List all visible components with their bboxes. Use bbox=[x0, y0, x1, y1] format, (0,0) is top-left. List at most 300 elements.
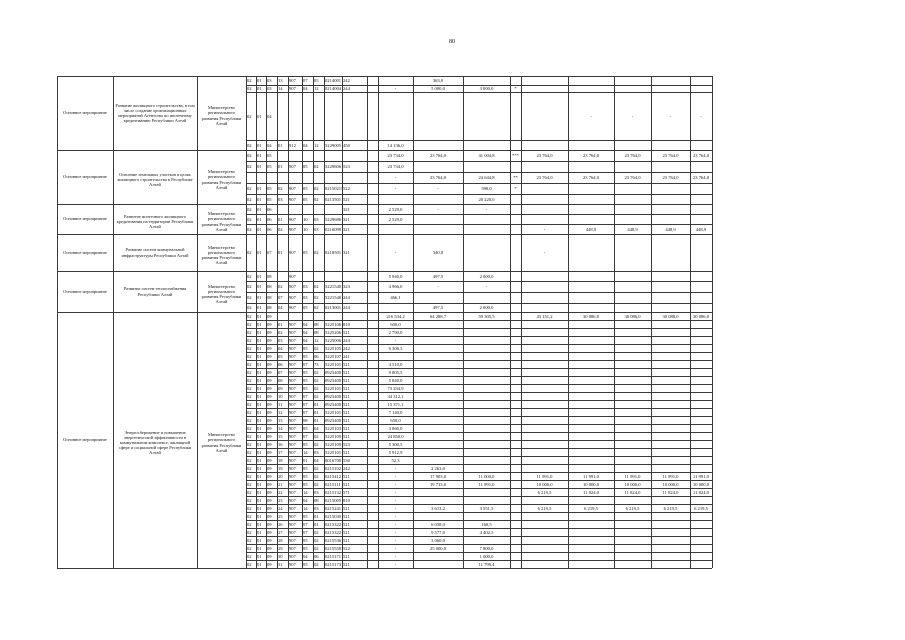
table-cell: 1 000,0 bbox=[479, 553, 494, 559]
table-cell: 23 764,0 bbox=[429, 175, 447, 180]
activity-name: Развитие жилищного строительства, в том числе создание организационных мероприятий Агентства по ипотечному кредитованию Республики Алтай bbox=[115, 102, 195, 124]
table-cell: 0215322 bbox=[325, 521, 342, 527]
grid-line bbox=[246, 560, 712, 561]
table-cell: 22 bbox=[278, 489, 283, 495]
table-cell: 09 bbox=[267, 529, 272, 535]
table-cell: 11 799,4 bbox=[478, 561, 495, 567]
table-cell: 08 bbox=[267, 284, 272, 289]
table-cell: 02 bbox=[247, 313, 252, 319]
table-cell: 02 bbox=[247, 206, 252, 212]
table-cell: 04 bbox=[303, 329, 308, 335]
table-cell: 01 bbox=[278, 142, 283, 148]
table-cell: 0213501 bbox=[325, 196, 342, 202]
table-cell: 01 bbox=[257, 164, 262, 169]
table-cell: 05 bbox=[267, 196, 272, 202]
table-cell: 01 bbox=[257, 489, 262, 495]
table-cell: 02 bbox=[314, 305, 319, 310]
table-cell: 907 bbox=[289, 305, 296, 310]
table-cell: 01 bbox=[257, 369, 262, 375]
grid-line bbox=[246, 271, 712, 272]
table-cell: 6 219,5 bbox=[537, 489, 552, 495]
table-cell: 810 bbox=[343, 321, 350, 327]
activity-type: Основное мероприятие bbox=[63, 110, 107, 116]
table-cell: 01 bbox=[257, 465, 262, 471]
table-cell: 30 086,0 bbox=[692, 313, 710, 319]
grid-line bbox=[651, 76, 652, 568]
table-cell: 03 bbox=[267, 78, 272, 83]
table-cell: ** bbox=[513, 175, 518, 180]
table-cell: 4 510,0 bbox=[388, 361, 403, 367]
table-cell: 23 764,0 bbox=[624, 153, 641, 158]
table-cell: - bbox=[485, 284, 488, 289]
table-cell: 521 bbox=[343, 393, 350, 399]
table-cell: 09 bbox=[267, 497, 272, 503]
table-cell: 04 bbox=[278, 345, 283, 351]
grid-line bbox=[246, 172, 712, 173]
table-cell: 05 bbox=[303, 345, 308, 351]
table-cell: 02 bbox=[314, 545, 319, 551]
table-cell: 0215322 bbox=[325, 529, 342, 535]
table-cell: 521 bbox=[343, 196, 350, 202]
table-cell: 7 140,0 bbox=[388, 409, 403, 415]
table-cell: 03 bbox=[314, 449, 319, 455]
table-cell: 01 bbox=[257, 377, 262, 383]
table-cell: 2 000,0 bbox=[479, 273, 494, 279]
table-cell: 05 bbox=[303, 305, 308, 310]
table-cell: 01 bbox=[257, 142, 262, 148]
executor: Министерство регионального развития Республики Алтай bbox=[201, 432, 242, 453]
table-cell: 04 bbox=[303, 497, 308, 503]
table-cell: 0923400 bbox=[325, 377, 342, 383]
table-cell: 02 bbox=[247, 329, 252, 335]
table-cell: 448,9 bbox=[585, 226, 597, 232]
table-cell: 10 000,0 bbox=[582, 481, 600, 487]
table-cell: - bbox=[394, 505, 397, 511]
table-cell: 907 bbox=[289, 345, 296, 351]
table-cell: 07 bbox=[278, 295, 283, 300]
table-cell: 907 bbox=[289, 489, 296, 495]
table-cell: 07 bbox=[303, 409, 308, 415]
grid-line bbox=[246, 194, 712, 195]
table-cell: - bbox=[394, 537, 397, 543]
table-cell: 01 bbox=[314, 409, 319, 415]
table-cell: 12 bbox=[314, 142, 319, 148]
table-cell: 10 bbox=[278, 393, 283, 399]
table-cell: 23 764,0 bbox=[692, 153, 710, 158]
table-cell: 05 bbox=[267, 153, 272, 158]
table-cell: 01 bbox=[257, 537, 262, 543]
table-cell: 6 219,5 bbox=[663, 505, 678, 511]
table-cell: 907 bbox=[289, 196, 296, 202]
grid-line bbox=[256, 76, 257, 568]
table-cell: 907 bbox=[289, 369, 296, 375]
table-cell: 09 bbox=[278, 385, 283, 391]
grid-line bbox=[246, 161, 712, 162]
table-cell: 05 bbox=[267, 186, 272, 191]
table-cell: 11 824,0 bbox=[693, 489, 709, 495]
table-cell: 3 860,0 bbox=[388, 425, 403, 431]
table-cell: - bbox=[590, 113, 592, 119]
table-cell: - bbox=[394, 497, 397, 503]
table-cell: 02 bbox=[247, 337, 252, 343]
table-cell: 02 bbox=[247, 142, 252, 148]
table-cell: 23 764,0 bbox=[662, 153, 679, 158]
table-cell: 02 bbox=[247, 521, 252, 527]
table-cell: 14 bbox=[278, 425, 283, 431]
grid-line bbox=[246, 384, 712, 385]
table-cell: 03 bbox=[267, 86, 272, 91]
table-cell: 521 bbox=[343, 369, 350, 375]
table-cell: 01 bbox=[257, 409, 262, 415]
activity-type: Основное мероприятие bbox=[63, 288, 107, 294]
table-cell: 01 bbox=[257, 284, 262, 289]
grid-line bbox=[246, 400, 712, 401]
table-cell: 9 805,5 bbox=[388, 369, 403, 375]
table-cell: 907 bbox=[289, 481, 296, 487]
table-cell: 03 bbox=[314, 489, 319, 495]
table-cell: 6 306,3 bbox=[388, 345, 403, 351]
table-cell: - bbox=[394, 337, 397, 343]
table-cell: 23 764,0 bbox=[536, 153, 553, 158]
table-cell: 10 bbox=[303, 216, 308, 222]
table-cell: 09 bbox=[267, 401, 272, 407]
table-cell: 323 bbox=[343, 284, 350, 289]
table-cell: 04 bbox=[303, 142, 308, 148]
table-cell: 466,1 bbox=[390, 295, 401, 300]
table-cell: 02 bbox=[314, 473, 319, 479]
activity-name: Развитие ипотечного жилищного кредитования на территории Республики Алтай bbox=[116, 213, 194, 230]
table-cell: 2 529,0 bbox=[388, 206, 403, 212]
table-cell: 09 bbox=[267, 457, 272, 463]
table-cell: 907 bbox=[289, 425, 296, 431]
table-cell: 0215030 bbox=[325, 513, 342, 519]
executor: Министерство регионального развития Республики Алтай bbox=[201, 105, 242, 126]
table-cell: 02 bbox=[247, 553, 252, 559]
table-cell: 0016700 bbox=[325, 457, 342, 463]
table-cell: 01 bbox=[257, 313, 262, 319]
table-cell: 06 bbox=[278, 361, 283, 367]
table-cell: 07 bbox=[303, 401, 308, 407]
table-cell: 02 bbox=[247, 545, 252, 551]
table-cell: 11 824,0 bbox=[583, 489, 599, 495]
table-cell: 07 bbox=[303, 521, 308, 527]
table-cell: 03 bbox=[314, 226, 319, 232]
table-cell: 02 bbox=[278, 226, 283, 232]
table-cell: 02 bbox=[278, 186, 283, 191]
table-cell: - bbox=[700, 113, 702, 119]
table-cell: 20 bbox=[278, 473, 283, 479]
grid-line bbox=[246, 92, 712, 93]
table-cell: 09 bbox=[267, 561, 272, 567]
table-cell: 08 bbox=[267, 295, 272, 300]
table-cell: 01 bbox=[257, 186, 262, 191]
table-cell: - bbox=[437, 206, 439, 212]
table-cell: 02 bbox=[247, 250, 252, 255]
table-cell: 01 bbox=[257, 250, 262, 255]
grid-line bbox=[614, 76, 615, 568]
table-cell: 523 bbox=[343, 441, 350, 447]
table-cell: 907 bbox=[289, 377, 296, 383]
table-cell: 521 bbox=[343, 361, 350, 367]
table-cell: 04 bbox=[314, 425, 319, 431]
table-cell: 08 bbox=[314, 329, 319, 335]
table-cell: 06 bbox=[267, 216, 272, 222]
table-cell: 01 bbox=[278, 250, 283, 255]
table-cell: 9 577,0 bbox=[431, 529, 445, 535]
table-cell: 5225101 bbox=[325, 449, 342, 455]
grid-line bbox=[712, 76, 713, 568]
table-cell: 907 bbox=[289, 473, 296, 479]
table-cell: - bbox=[394, 481, 397, 487]
table-cell: 08 bbox=[267, 273, 272, 279]
table-cell: 07 bbox=[278, 369, 283, 375]
table-cell: 09 bbox=[267, 505, 272, 511]
table-cell: 0216099 bbox=[325, 226, 342, 232]
table-cell: 907 bbox=[289, 561, 296, 567]
table-cell: 907 bbox=[289, 321, 296, 327]
table-cell: 02 bbox=[247, 196, 252, 202]
table-cell: 12 bbox=[278, 409, 283, 415]
table-cell: 05 bbox=[303, 369, 308, 375]
table-cell: 01 bbox=[257, 361, 262, 367]
table-cell: 02 bbox=[247, 186, 252, 191]
table-cell: 01 bbox=[257, 385, 262, 391]
table-cell: 02 bbox=[314, 196, 319, 202]
table-cell: 64 288,7 bbox=[429, 313, 447, 319]
table-cell: 01 bbox=[257, 513, 262, 519]
table-cell: 08 bbox=[314, 497, 319, 503]
table-cell: - bbox=[394, 513, 397, 519]
table-cell: 08 bbox=[267, 305, 272, 310]
grid-line bbox=[246, 544, 712, 545]
table-cell: - bbox=[394, 175, 397, 180]
grid-line bbox=[510, 76, 511, 568]
table-cell: 05 bbox=[303, 545, 308, 551]
table-cell: - bbox=[485, 206, 488, 212]
grid-line bbox=[246, 464, 712, 465]
table-cell: 0215132 bbox=[325, 489, 342, 495]
table-cell: 242 bbox=[343, 465, 350, 471]
table-cell: 01 bbox=[314, 417, 319, 423]
grid-line bbox=[463, 76, 464, 568]
table-cell: 907 bbox=[289, 329, 296, 335]
table-cell: 0215102 bbox=[325, 465, 342, 471]
table-cell: 2 000,0 bbox=[479, 305, 494, 310]
table-cell: 01 bbox=[257, 206, 262, 212]
table-cell: 450 bbox=[343, 142, 350, 148]
grid-line bbox=[568, 76, 569, 568]
table-cell: 2 529,0 bbox=[388, 216, 403, 222]
table-cell: 0923400 bbox=[325, 401, 342, 407]
table-cell: 09 bbox=[267, 489, 272, 495]
table-cell: 907 bbox=[289, 505, 296, 511]
table-cell: 02 bbox=[314, 284, 319, 289]
table-cell: 14 bbox=[303, 489, 308, 495]
table-cell: 09 bbox=[267, 465, 272, 471]
table-cell: 5225109 bbox=[325, 433, 342, 439]
grid-line bbox=[246, 292, 712, 293]
table-cell: 907 bbox=[289, 521, 296, 527]
table-cell: - bbox=[394, 545, 397, 551]
table-cell: 5229005 bbox=[325, 142, 342, 148]
table-cell: 10 000,0 bbox=[536, 481, 553, 487]
table-cell: 03 bbox=[303, 295, 308, 300]
table-cell: 02 bbox=[314, 561, 319, 567]
table-cell: 01 bbox=[257, 505, 262, 511]
table-cell: 241 bbox=[343, 353, 350, 359]
table-cell: 02 bbox=[247, 78, 252, 83]
table-cell: 521 bbox=[343, 521, 350, 527]
table-cell: 01 bbox=[257, 457, 262, 463]
table-cell: 09 bbox=[267, 321, 272, 327]
table-cell: 14 bbox=[303, 449, 308, 455]
table-cell: 02 bbox=[314, 345, 319, 351]
table-cell: 15 bbox=[278, 433, 283, 439]
table-cell: 01 bbox=[257, 425, 262, 431]
table-cell: 05 bbox=[303, 513, 308, 519]
table-cell: 02 bbox=[247, 393, 252, 399]
grid-line bbox=[246, 408, 712, 409]
table-cell: 09 bbox=[267, 473, 272, 479]
table-cell: 05 bbox=[303, 481, 308, 487]
table-cell: 02 bbox=[247, 409, 252, 415]
table-cell: 01 bbox=[278, 216, 283, 222]
table-cell: 216 534,2 bbox=[386, 313, 405, 319]
activity-type: Основное мероприятие bbox=[63, 216, 107, 222]
table-cell: 08 bbox=[303, 417, 308, 423]
table-cell: 650,0 bbox=[390, 417, 401, 423]
table-cell: 73 bbox=[314, 361, 319, 367]
grid-line bbox=[690, 76, 691, 568]
grid-line bbox=[246, 328, 712, 329]
table-cell: 363,0 bbox=[432, 78, 444, 83]
table-cell: 907 bbox=[289, 216, 296, 222]
table-cell: 06 bbox=[314, 553, 319, 559]
table-cell: 907 bbox=[289, 164, 296, 169]
table-cell: 01 bbox=[257, 417, 262, 423]
table-cell: 19 713,0 bbox=[429, 481, 447, 487]
table-cell: 23 764,0 bbox=[582, 175, 600, 180]
table-cell: 11 991,0 bbox=[478, 481, 495, 487]
grid-line bbox=[57, 312, 246, 313]
table-cell: 01 bbox=[257, 353, 262, 359]
table-cell: 24 bbox=[278, 505, 283, 511]
table-cell: 907 bbox=[289, 295, 296, 300]
table-cell: 448,9 bbox=[665, 226, 676, 232]
table-cell: 04 bbox=[303, 553, 308, 559]
table-cell: 09 bbox=[267, 553, 272, 559]
table-cell: 19 bbox=[278, 465, 283, 471]
table-cell: 521 bbox=[343, 473, 350, 479]
grid-line bbox=[57, 76, 58, 568]
table-cell: 01 bbox=[257, 216, 262, 222]
grid-line bbox=[246, 360, 712, 361]
table-cell: 11 824,0 bbox=[624, 489, 641, 495]
activity-name: Развитие систем теплоснабжения Республики Алтай bbox=[123, 286, 187, 297]
table-cell: 26 bbox=[278, 521, 283, 527]
table-cell: 02 bbox=[247, 401, 252, 407]
table-cell: 02 bbox=[314, 186, 319, 191]
table-cell: 09 bbox=[267, 441, 272, 447]
table-cell: 05 bbox=[303, 425, 308, 431]
grid-line bbox=[57, 234, 246, 235]
table-cell: 11 000,0 bbox=[478, 473, 495, 479]
table-cell: 3 551,5 bbox=[479, 505, 494, 511]
table-cell: 0923400 bbox=[325, 393, 342, 399]
table-cell: 02 bbox=[247, 284, 252, 289]
grid-line bbox=[246, 344, 712, 345]
table-cell: 907 bbox=[289, 457, 296, 463]
table-cell: 31 bbox=[278, 561, 283, 567]
table-cell: 02 bbox=[247, 473, 252, 479]
table-cell: 907 bbox=[289, 186, 296, 191]
table-cell: 03 bbox=[278, 196, 283, 202]
grid-line bbox=[246, 488, 712, 489]
table-cell: - bbox=[669, 113, 672, 119]
table-cell: 3 613,2 bbox=[431, 505, 445, 511]
table-cell: 3 060,0 bbox=[431, 537, 445, 543]
table-cell: 01 bbox=[257, 481, 262, 487]
grid-line bbox=[246, 512, 712, 513]
table-cell: 13 bbox=[278, 417, 283, 423]
table-cell: - bbox=[543, 250, 546, 255]
table-cell: 23 764,0 bbox=[582, 153, 600, 158]
table-cell: 04 bbox=[314, 457, 319, 463]
grid-line bbox=[197, 76, 198, 568]
table-cell: 242 bbox=[343, 345, 350, 351]
grid-line bbox=[246, 432, 712, 433]
table-cell: 01 bbox=[257, 529, 262, 535]
grid-line bbox=[57, 204, 246, 205]
table-cell: 07 bbox=[303, 529, 308, 535]
table-cell: 321 bbox=[343, 206, 350, 212]
table-cell: 03 bbox=[314, 505, 319, 511]
table-cell: 242 bbox=[343, 78, 350, 83]
table-cell: 02 bbox=[314, 385, 319, 391]
table-cell: 30 bbox=[278, 553, 283, 559]
table-cell: 04 bbox=[303, 86, 308, 91]
table-cell: 907 bbox=[289, 401, 296, 407]
table-cell: 02 bbox=[247, 449, 252, 455]
table-cell: 5 000,0 bbox=[431, 86, 445, 91]
table-cell: 11 991,0 bbox=[583, 473, 599, 479]
table-cell: 5225101 bbox=[325, 361, 342, 367]
grid-line bbox=[246, 150, 712, 151]
table-cell: 0923400 bbox=[325, 369, 342, 375]
grid-line bbox=[302, 76, 303, 568]
table-cell: 02 bbox=[247, 273, 252, 279]
grid-line bbox=[367, 76, 368, 568]
table-cell: 05 bbox=[303, 537, 308, 543]
grid-line bbox=[246, 234, 712, 235]
table-cell: 448,9 bbox=[627, 226, 638, 232]
table-cell: *** bbox=[512, 153, 519, 158]
grid-line bbox=[246, 368, 712, 369]
executor: Министерство регионального развития Республики Алтай bbox=[201, 244, 242, 266]
table-cell: 0215241 bbox=[325, 505, 342, 511]
table-cell: 02 bbox=[247, 153, 252, 158]
table-cell: 10 000,0 bbox=[624, 481, 641, 487]
table-cell: 907 bbox=[289, 553, 296, 559]
table-cell: 01 bbox=[257, 78, 262, 83]
table-cell: 907 bbox=[289, 537, 296, 543]
table-cell: 571 bbox=[343, 489, 350, 495]
table-cell: 02 bbox=[247, 216, 252, 222]
table-cell: - bbox=[394, 553, 397, 559]
table-cell: 41 004,8 bbox=[478, 153, 495, 158]
table-cell: 521 bbox=[343, 377, 350, 383]
table-cell: 09 bbox=[267, 385, 272, 391]
